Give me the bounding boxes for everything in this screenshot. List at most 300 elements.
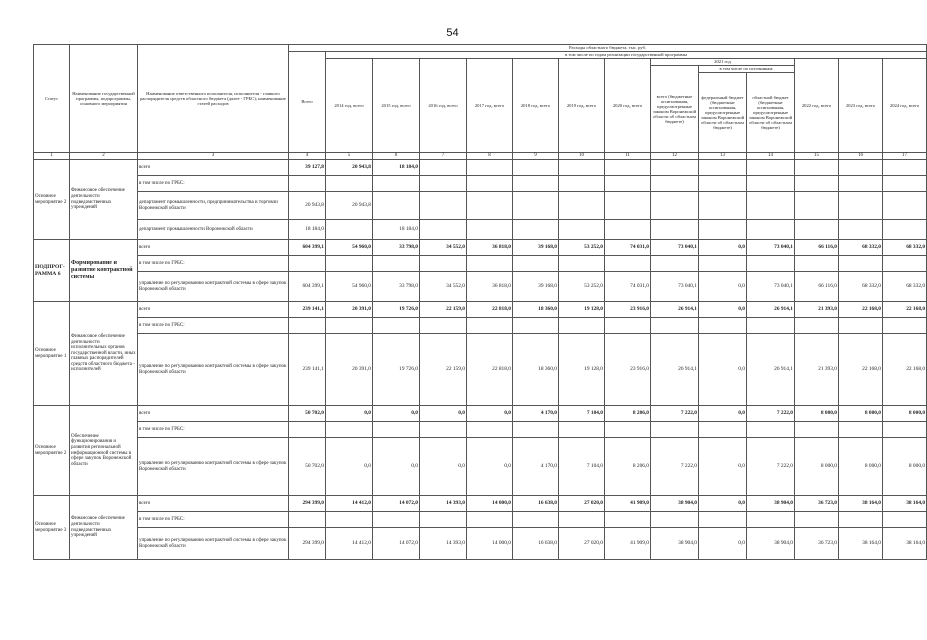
value-cell: [651, 422, 699, 438]
value-cell: 4 170,0: [513, 406, 559, 422]
value-cell: 38 904,0: [651, 528, 699, 560]
value-cell: [326, 318, 373, 334]
column-number: 15: [795, 153, 839, 160]
value-cell: [467, 422, 513, 438]
value-cell: [839, 220, 883, 240]
value-cell: 38 904,0: [747, 496, 795, 512]
table-row: [34, 160, 927, 176]
value-cell: 19 726,0: [373, 334, 420, 406]
table-row: [34, 496, 927, 512]
value-cell: 22 168,0: [839, 302, 883, 318]
header-2019: 2019 год, всего: [559, 59, 605, 153]
value-cell: [513, 192, 559, 220]
value-cell: [651, 176, 699, 192]
value-cell: 14 412,0: [326, 528, 373, 560]
value-cell: 36 723,0: [795, 496, 839, 512]
value-cell: 8 000,0: [839, 406, 883, 422]
value-cell: [373, 422, 420, 438]
value-cell: 294 399,0: [289, 528, 326, 560]
value-cell: [795, 160, 839, 176]
table-row: [34, 318, 927, 334]
value-cell: 21 393,0: [795, 334, 839, 406]
value-cell: 18 360,0: [513, 334, 559, 406]
value-cell: 7 222,0: [747, 406, 795, 422]
value-cell: [373, 512, 420, 528]
value-cell: [559, 256, 605, 272]
value-cell: [795, 256, 839, 272]
value-cell: 33 798,0: [373, 272, 420, 302]
value-cell: 19 128,0: [559, 334, 605, 406]
value-cell: [513, 318, 559, 334]
value-cell: 38 164,0: [883, 496, 927, 512]
column-number: 17: [883, 153, 927, 160]
column-number: 4: [289, 153, 326, 160]
value-cell: 26 914,1: [747, 302, 795, 318]
value-cell: 0,0: [699, 302, 747, 318]
value-cell: 0,0: [699, 272, 747, 302]
header-2020: 2020 год, всего: [605, 59, 651, 153]
row-executor-label: департамент промышленности, предпринимательства и торговли Воронежской области: [138, 192, 289, 220]
table-row: [34, 220, 927, 240]
value-cell: 34 552,0: [420, 272, 467, 302]
value-cell: [559, 176, 605, 192]
value-cell: 0,0: [699, 406, 747, 422]
value-cell: [795, 220, 839, 240]
value-cell: 14 072,0: [373, 496, 420, 512]
value-cell: [699, 220, 747, 240]
table-row: [34, 192, 927, 220]
row-program-name: Формирование и развитие контрактной системы: [70, 240, 138, 302]
value-cell: [513, 256, 559, 272]
value-cell: [605, 256, 651, 272]
value-cell: 16 638,0: [513, 496, 559, 512]
value-cell: 0,0: [326, 438, 373, 496]
value-cell: [420, 256, 467, 272]
value-cell: 7 222,0: [651, 406, 699, 422]
row-executor-label: управление по регулированию контрактной системы в сфере закупок Воронежской области: [138, 334, 289, 406]
value-cell: [699, 512, 747, 528]
value-cell: 604 399,1: [289, 240, 326, 256]
value-cell: 38 904,0: [651, 496, 699, 512]
value-cell: [747, 422, 795, 438]
value-cell: 18 184,0: [373, 220, 420, 240]
table-row: [34, 240, 927, 256]
value-cell: 23 916,0: [605, 334, 651, 406]
column-number: 8: [467, 153, 513, 160]
header-program-name: Наименование государственной программы, подпрограммы, основного мероприятия: [70, 45, 138, 153]
value-cell: 22 159,0: [420, 334, 467, 406]
column-number: 3: [138, 153, 289, 160]
value-cell: 26 914,1: [651, 334, 699, 406]
value-cell: 38 164,0: [883, 528, 927, 560]
value-cell: [651, 160, 699, 176]
value-cell: 26 914,1: [747, 334, 795, 406]
value-cell: [326, 220, 373, 240]
value-cell: [747, 512, 795, 528]
value-cell: 604 399,1: [289, 272, 326, 302]
header-total: Всего: [289, 52, 326, 153]
value-cell: 19 726,0: [373, 302, 420, 318]
row-status: Основное мероприятие 2: [34, 406, 70, 496]
value-cell: [795, 176, 839, 192]
row-status: ПОДПРОГ-РАММА 6: [34, 240, 70, 302]
value-cell: 294 399,0: [289, 496, 326, 512]
value-cell: 8 206,0: [605, 406, 651, 422]
value-cell: 239 141,1: [289, 302, 326, 318]
value-cell: [420, 422, 467, 438]
value-cell: [795, 192, 839, 220]
value-cell: [467, 318, 513, 334]
value-cell: [747, 176, 795, 192]
value-cell: 18 184,0: [289, 220, 326, 240]
header-status: Статус: [34, 45, 70, 153]
value-cell: [373, 318, 420, 334]
value-cell: [513, 422, 559, 438]
value-cell: 73 040,1: [747, 240, 795, 256]
value-cell: [289, 422, 326, 438]
value-cell: 7 222,0: [651, 438, 699, 496]
value-cell: 239 141,1: [289, 334, 326, 406]
value-cell: 14 393,0: [420, 528, 467, 560]
value-cell: [699, 256, 747, 272]
column-number: 2: [70, 153, 138, 160]
value-cell: 66 116,0: [795, 240, 839, 256]
table-row: [34, 438, 927, 496]
value-cell: [699, 176, 747, 192]
row-program-name: Финансовое обеспечение деятельности подведомственных учреждений: [70, 496, 138, 560]
value-cell: 22 168,0: [883, 302, 927, 318]
column-number: 13: [699, 153, 747, 160]
value-cell: [373, 192, 420, 220]
value-cell: 53 252,0: [559, 272, 605, 302]
value-cell: [559, 422, 605, 438]
value-cell: [467, 256, 513, 272]
row-program-name: Финансовое обеспечение деятельности исполнительных органов государственной власти, иных главных распорядителей средств областного бюджета - исполнителей: [70, 302, 138, 406]
value-cell: 38 904,0: [747, 528, 795, 560]
value-cell: 74 031,0: [605, 272, 651, 302]
value-cell: 0,0: [420, 438, 467, 496]
value-cell: [699, 192, 747, 220]
column-number: 5: [326, 153, 373, 160]
value-cell: 20 391,0: [326, 302, 373, 318]
value-cell: 18 360,0: [513, 302, 559, 318]
value-cell: 0,0: [467, 438, 513, 496]
value-cell: [747, 160, 795, 176]
value-cell: [289, 256, 326, 272]
column-number: 7: [420, 153, 467, 160]
value-cell: [513, 160, 559, 176]
value-cell: 7 104,0: [559, 406, 605, 422]
value-cell: [747, 318, 795, 334]
value-cell: [883, 176, 927, 192]
value-cell: [326, 176, 373, 192]
value-cell: [839, 512, 883, 528]
value-cell: 36 818,0: [467, 272, 513, 302]
value-cell: 36 818,0: [467, 240, 513, 256]
value-cell: 74 031,0: [605, 240, 651, 256]
value-cell: [883, 192, 927, 220]
value-cell: [651, 512, 699, 528]
header-2024: 2024 год, всего: [883, 59, 927, 153]
value-cell: 73 040,1: [747, 272, 795, 302]
value-cell: 68 332,0: [839, 272, 883, 302]
value-cell: [467, 176, 513, 192]
value-cell: 7 104,0: [559, 438, 605, 496]
value-cell: 33 798,0: [373, 240, 420, 256]
value-cell: 8 206,0: [605, 438, 651, 496]
value-cell: [559, 220, 605, 240]
value-cell: 19 128,0: [559, 302, 605, 318]
value-cell: [699, 318, 747, 334]
value-cell: 14 393,0: [420, 496, 467, 512]
value-cell: [699, 160, 747, 176]
value-cell: 54 960,0: [326, 272, 373, 302]
value-cell: [559, 512, 605, 528]
value-cell: [651, 318, 699, 334]
value-cell: 68 332,0: [883, 272, 927, 302]
row-program-name: Финансовое обеспечение деятельности подведомственных учреждений: [70, 160, 138, 240]
value-cell: 34 552,0: [420, 240, 467, 256]
value-cell: [326, 422, 373, 438]
value-cell: [467, 512, 513, 528]
value-cell: 20 943,8: [326, 192, 373, 220]
column-number: 1: [34, 153, 70, 160]
value-cell: [513, 176, 559, 192]
value-cell: 14 000,0: [467, 528, 513, 560]
value-cell: 22 818,0: [467, 302, 513, 318]
value-cell: 14 072,0: [373, 528, 420, 560]
value-cell: [839, 422, 883, 438]
header-by-sources: в том числе по источникам:: [699, 66, 795, 73]
value-cell: 73 040,1: [651, 240, 699, 256]
header-federal: федеральный бюджет (бюджетные ассигнования, предусмотренные законом Воронежской области об областном бюджете): [699, 73, 747, 153]
value-cell: [289, 176, 326, 192]
value-cell: [795, 422, 839, 438]
row-executor-label: управление по регулированию контрактной системы в сфере закупок Воронежской области: [138, 528, 289, 560]
header-expenses-title: Расходы областного бюджета, тыс. руб.: [289, 45, 927, 52]
value-cell: 39 127,8: [289, 160, 326, 176]
column-number: 14: [747, 153, 795, 160]
value-cell: [747, 192, 795, 220]
value-cell: 0,0: [699, 334, 747, 406]
value-cell: 8 000,0: [839, 438, 883, 496]
value-cell: 41 909,0: [605, 528, 651, 560]
row-executor-label: всего: [138, 240, 289, 256]
table-row: [34, 422, 927, 438]
value-cell: 38 164,0: [839, 496, 883, 512]
value-cell: 20 391,0: [326, 334, 373, 406]
header-2016: 2016 год, всего: [420, 59, 467, 153]
value-cell: [651, 256, 699, 272]
value-cell: 8 000,0: [795, 438, 839, 496]
value-cell: [420, 220, 467, 240]
row-status: Основное мероприятие 3: [34, 496, 70, 560]
value-cell: [605, 422, 651, 438]
row-status: Основное мероприятие 1: [34, 302, 70, 406]
value-cell: [795, 318, 839, 334]
row-executor-label: департамент промышленности Воронежской области: [138, 220, 289, 240]
value-cell: [559, 318, 605, 334]
value-cell: 0,0: [326, 406, 373, 422]
row-status: Основное мероприятие 2: [34, 160, 70, 240]
header-2023: 2023 год, всего: [839, 59, 883, 153]
column-number: 10: [559, 153, 605, 160]
value-cell: [605, 160, 651, 176]
value-cell: [839, 318, 883, 334]
value-cell: [605, 192, 651, 220]
value-cell: 50 702,0: [289, 438, 326, 496]
value-cell: 14 412,0: [326, 496, 373, 512]
value-cell: [373, 256, 420, 272]
value-cell: [699, 422, 747, 438]
value-cell: [420, 176, 467, 192]
value-cell: 27 020,0: [559, 528, 605, 560]
header-2021: 2021 год: [651, 59, 795, 66]
value-cell: 50 702,0: [289, 406, 326, 422]
value-cell: [513, 512, 559, 528]
value-cell: 68 332,0: [883, 240, 927, 256]
value-cell: [559, 160, 605, 176]
table-row: [34, 272, 927, 302]
value-cell: [326, 512, 373, 528]
value-cell: 0,0: [467, 406, 513, 422]
value-cell: [883, 220, 927, 240]
value-cell: 41 909,0: [605, 496, 651, 512]
row-executor-label: в том числе по ГРБС:: [138, 422, 289, 438]
value-cell: [883, 318, 927, 334]
value-cell: 68 332,0: [839, 240, 883, 256]
value-cell: [467, 160, 513, 176]
value-cell: [747, 256, 795, 272]
page-number: 54: [446, 27, 459, 39]
row-executor-label: в том числе по ГРБС:: [138, 176, 289, 192]
column-numbers-row: [34, 153, 927, 160]
table-row: [34, 406, 927, 422]
value-cell: 16 638,0: [513, 528, 559, 560]
column-number: 11: [605, 153, 651, 160]
value-cell: [605, 512, 651, 528]
value-cell: [467, 220, 513, 240]
value-cell: [651, 220, 699, 240]
value-cell: [795, 512, 839, 528]
column-number: 9: [513, 153, 559, 160]
value-cell: 8 000,0: [883, 438, 927, 496]
value-cell: 27 020,0: [559, 496, 605, 512]
value-cell: 22 168,0: [883, 334, 927, 406]
value-cell: 26 914,1: [651, 302, 699, 318]
table-row: [34, 176, 927, 192]
row-executor-label: всего: [138, 302, 289, 318]
value-cell: 20 943,8: [289, 192, 326, 220]
row-executor-label: всего: [138, 160, 289, 176]
value-cell: 8 000,0: [883, 406, 927, 422]
column-number: 16: [839, 153, 883, 160]
value-cell: 0,0: [699, 496, 747, 512]
expenses-table: [33, 44, 927, 560]
value-cell: [839, 160, 883, 176]
value-cell: [747, 220, 795, 240]
value-cell: 39 168,0: [513, 240, 559, 256]
header-2018: 2018 год, всего: [513, 59, 559, 153]
header-2021-total: всего (бюджетные ассигнования, предусмотренные законом Воронежской области об областном бюджете): [651, 66, 699, 153]
value-cell: [513, 220, 559, 240]
value-cell: [883, 256, 927, 272]
value-cell: [605, 318, 651, 334]
value-cell: 21 393,0: [795, 302, 839, 318]
row-executor-label: всего: [138, 496, 289, 512]
row-program-name: Обеспечение функционирования и развития региональной информационной системы в сфере закупок Воронежской области: [70, 406, 138, 496]
value-cell: [605, 176, 651, 192]
header-2017: 2017 год, всего: [467, 59, 513, 153]
value-cell: [326, 256, 373, 272]
column-number: 12: [651, 153, 699, 160]
value-cell: [373, 176, 420, 192]
value-cell: [605, 220, 651, 240]
value-cell: 66 116,0: [795, 272, 839, 302]
value-cell: [883, 160, 927, 176]
table-row: [34, 334, 927, 406]
value-cell: 38 164,0: [839, 528, 883, 560]
column-number: 6: [373, 153, 420, 160]
row-executor-label: управление по регулированию контрактной системы в сфере закупок Воронежской области: [138, 272, 289, 302]
row-executor-label: управление по регулированию контрактной системы в сфере закупок Воронежской области: [138, 438, 289, 496]
value-cell: [420, 512, 467, 528]
row-executor-label: в том числе по ГРБС:: [138, 318, 289, 334]
value-cell: [883, 422, 927, 438]
row-executor-label: в том числе по ГРБС:: [138, 256, 289, 272]
value-cell: [420, 192, 467, 220]
value-cell: 0,0: [373, 438, 420, 496]
header-2015: 2015 год, всего: [373, 59, 420, 153]
value-cell: [839, 192, 883, 220]
row-executor-label: в том числе по ГРБС:: [138, 512, 289, 528]
value-cell: [839, 256, 883, 272]
row-executor-label: всего: [138, 406, 289, 422]
value-cell: 0,0: [699, 528, 747, 560]
value-cell: 4 170,0: [513, 438, 559, 496]
value-cell: [559, 192, 605, 220]
table-row: [34, 528, 927, 560]
header-by-years: в том числе по годам реализации государственной программы: [326, 52, 927, 59]
value-cell: 22 159,0: [420, 302, 467, 318]
value-cell: 53 252,0: [559, 240, 605, 256]
value-cell: 23 916,0: [605, 302, 651, 318]
value-cell: 0,0: [699, 438, 747, 496]
header-2014: 2014 год, всего: [326, 59, 373, 153]
value-cell: 0,0: [373, 406, 420, 422]
value-cell: 14 000,0: [467, 496, 513, 512]
value-cell: 22 168,0: [839, 334, 883, 406]
value-cell: [651, 192, 699, 220]
value-cell: 36 723,0: [795, 528, 839, 560]
value-cell: 20 943,8: [326, 160, 373, 176]
value-cell: 18 184,0: [373, 160, 420, 176]
value-cell: 7 222,0: [747, 438, 795, 496]
value-cell: 39 168,0: [513, 272, 559, 302]
value-cell: 73 040,1: [651, 272, 699, 302]
value-cell: [420, 318, 467, 334]
value-cell: [467, 192, 513, 220]
value-cell: [420, 160, 467, 176]
table-row: [34, 302, 927, 318]
value-cell: 22 818,0: [467, 334, 513, 406]
header-executor: Наименование ответственного исполнителя, исполнителя - главного распорядителя средств областного бюджета (далее - ГРБС); наименование статей расходов: [138, 45, 289, 153]
table-row: [34, 256, 927, 272]
header-regional: областной бюджет (бюджетные ассигнования, предусмотренные законом Воронежской области об областном бюджете): [747, 73, 795, 153]
value-cell: 54 960,0: [326, 240, 373, 256]
value-cell: 0,0: [699, 240, 747, 256]
value-cell: [289, 318, 326, 334]
